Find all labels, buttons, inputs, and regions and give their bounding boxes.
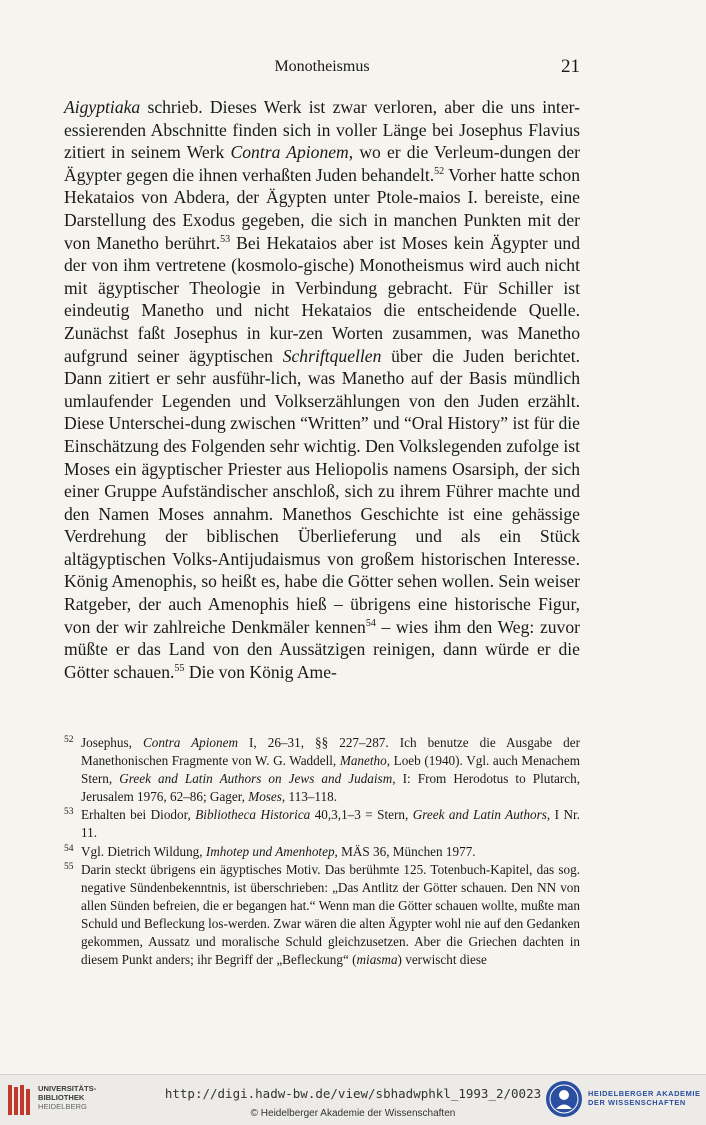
italic-term: miasma: [356, 952, 398, 968]
footnote-number: 55: [64, 861, 74, 872]
text-run: , 113–118.: [281, 789, 337, 805]
permalink-url[interactable]: http://digi.hadw-bw.de/view/sbhadwphkl_1993_2/0023: [164, 1086, 542, 1101]
text-run: Vorher hatte schon Hekataios von Abdera, der Ägypten unter Ptole-maios I. bereiste, eine Darstellung des Exodus gegeben, die sich in manchen Punkten mit der von Manetho berührt.: [64, 164, 580, 253]
footnote-number: 53: [64, 807, 74, 818]
library-name-line: BIBLIOTHEK: [38, 1093, 85, 1102]
running-head: Monotheismus: [274, 58, 370, 75]
italic-title: Imhotep und Amenhotep: [205, 843, 335, 859]
text-run: 40,3,1–3 = Stern,: [310, 807, 413, 823]
academy-seal-icon[interactable]: [545, 1080, 583, 1118]
text-run: Vgl. Dietrich Wildung,: [81, 843, 206, 859]
footnote-number: 52: [64, 735, 74, 745]
text-run: Josephus,: [81, 735, 143, 750]
footnote-54: [64, 843, 580, 861]
text-run: Die von König Ame-: [184, 661, 337, 682]
library-name-line: HEIDELBERG: [38, 1102, 87, 1111]
text-run: , I Nr. 11.: [81, 807, 580, 841]
italic-title: Contra Apionem: [230, 142, 349, 163]
italic-title: Aigyptiaka: [64, 97, 141, 117]
text-run: , Loeb (1940). Vgl. auch Menachem Stern,: [81, 753, 580, 787]
italic-title: Manetho: [339, 753, 387, 769]
text-run: ) verwischt diese: [397, 952, 487, 968]
text-run: – wies ihm den Weg: zuvor müßte er das Land von den Aussätzigen reinigen, dann würde er die Götter schauen.: [64, 616, 581, 682]
footnote-ref-54[interactable]: 54: [365, 617, 376, 629]
italic-title: Greek and Latin Authors on Jews and Judaism: [119, 771, 393, 787]
text-run: Bei Hekataios aber ist Moses kein Ägypter und der von ihm vertretene (kosmolo-gische) Monotheismus wird auch nicht mit ägyptischer Theologie in Verbindung gebracht. Für Schiller ist eindeutig Manetho und nicht Hekataios die entscheidende Quelle. Zunächst faßt Josephus in kur-zen Worten zusammen, was Manetho aufgrund seiner ägyptischen: [64, 232, 580, 366]
italic-title: Bibliotheca Historica: [195, 807, 311, 823]
body-paragraph: [64, 96, 580, 683]
page-header: [64, 56, 580, 78]
footer-bar: [0, 1074, 706, 1125]
italic-title: Greek and Latin Authors: [412, 807, 547, 823]
footnote-ref-55[interactable]: 55: [174, 662, 185, 674]
academy-name-line: DER WISSENSCHAFTEN: [588, 1098, 686, 1107]
text-run: , wo er die Verleum-dungen der Ägypter gegen die ihnen verhaßten Juden behandelt.: [64, 142, 580, 185]
footnote-53: [64, 806, 580, 842]
footnote-ref-52[interactable]: 52: [434, 165, 445, 177]
text-run: I, 26–31, §§ 227–287. Ich benutze die Ausgabe der Manethonischen Fragmente von W. G. Waddell,: [81, 735, 581, 769]
text-run: schrieb. Dieses Werk ist zwar verloren, aber die uns inter-essierenden Abschnitte finden sich in voller Länge bei Josephus Flavius zitiert in seinem Werk: [64, 97, 580, 163]
academy-name-line: HEIDELBERGER AKADEMIE: [588, 1089, 701, 1098]
footnote-52: [64, 734, 580, 806]
footnote-ref-53[interactable]: 53: [220, 233, 231, 245]
text-run: , MÄS 36, München 1977.: [334, 843, 476, 859]
footnote-55: [64, 861, 580, 970]
text-run: Darin steckt übrigens ein ägyptisches Motiv. Das berühmte 125. Totenbuch-Kapitel, das sog. negative Sündenbekenntnis, ist überschrieben: „Das Antlitz der Götter schauen. Den NN von allen Sünden befreien, die er begangen hat.“ Wenn man die Götter schauen wollte, mußte man Schuld und Befleckung los-werden. Zwar wären die alten Ägypter wohl nie auf den Gedanken gekommen, Aussatz und moralische Schuld gleichzusetzen. Aber die Griechen dachten in diesem Punkt anders; ihr Begriff der „Befleckung“ (: [81, 861, 580, 968]
italic-title: Moses: [248, 789, 282, 805]
library-name-line: UNIVERSITÄTS-: [38, 1084, 97, 1093]
italic-title: Contra Apionem: [142, 735, 238, 750]
italic-term: Schriftquellen: [282, 345, 382, 366]
text-run: über die Juden berichtet. Dann zitiert er sehr ausführ-lich, was Manetho auf der Basis mündlich umlaufender Legenden und Volkserzählungen von den Juden erzählt. Diese Unterschei-dung zwischen “Written” und “Oral History” ist für die Einschätzung des Folgenden sehr wichtig. Den Volkslegenden zufolge ist Moses ein ägyptischer Priester aus Heliopolis namens Osarsiph, der sich einer Gruppe Aufständischer anschloß, sich zu ihrem Führer machte und den Namen Moses annahm. Manethos Geschichte ist eine gehässige Verdrehung der biblischen Überlieferung und als ein Stück altägyptischen Volks-Antijudaismus von großem historischen Interesse. König Amenophis, so heißt es, habe die Götter sehen wollen. Sein weiser Ratgeber, der auch Amenophis hieß – übrigens eine historische Figur, von der wir zahlreiche Denkmäler kennen: [64, 345, 581, 637]
footnotes: [64, 734, 580, 969]
body-text: [64, 96, 580, 683]
text-run: Erhalten bei Diodor,: [81, 807, 196, 823]
copyright-notice: © Heidelberger Akademie der Wissenschaften: [250, 1108, 456, 1119]
text-run: , I: From Herodotus to Plutarch, Jerusalem 1976, 62–86; Gager,: [81, 771, 580, 805]
page-number: 21: [561, 56, 580, 77]
footnote-number: 54: [64, 843, 74, 854]
academy-name[interactable]: [588, 1089, 701, 1107]
